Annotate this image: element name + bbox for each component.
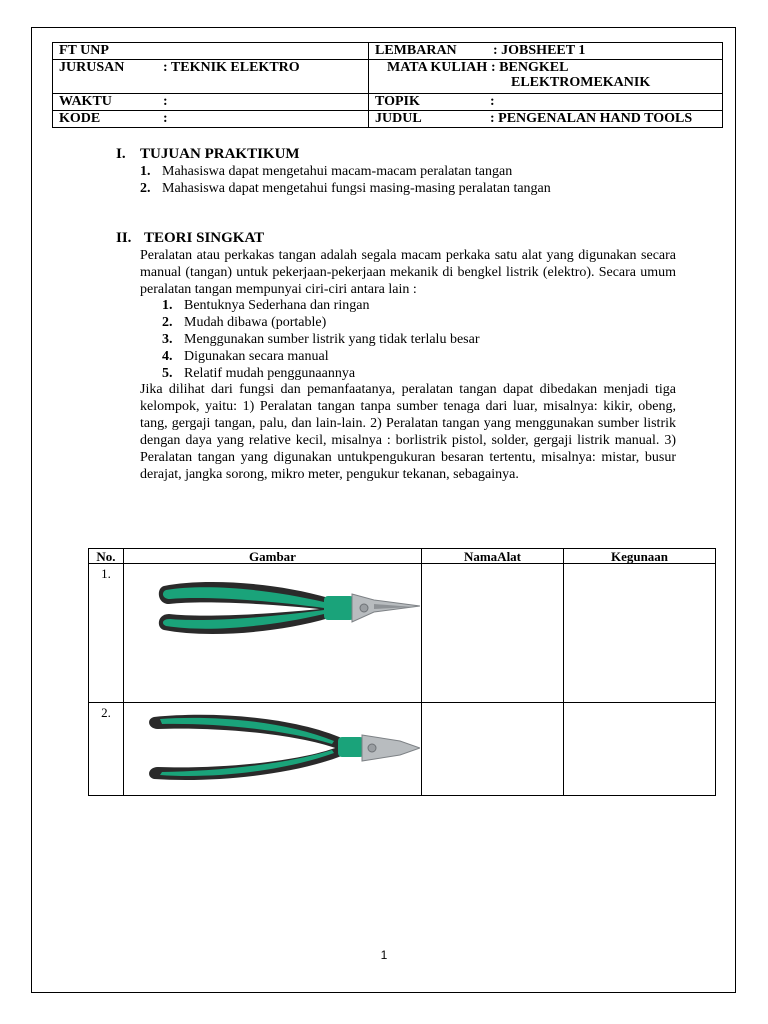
header-institution: FT UNP bbox=[53, 43, 369, 60]
section-teori-title: II. TEORI SINGKAT bbox=[116, 230, 265, 246]
header-jurusan: JURUSAN : TEKNIK ELEKTRO bbox=[53, 60, 369, 94]
list-item: 3. Menggunakan sumber listrik yang tidak terlalu besar bbox=[162, 332, 480, 347]
table-header-row bbox=[89, 549, 716, 564]
list-item: 2. Mahasiswa dapat mengetahui fungsi masing-masing peralatan tangan bbox=[140, 181, 551, 196]
list-item: 1. Bentuknya Sederhana dan ringan bbox=[162, 298, 370, 313]
tools-table bbox=[88, 548, 716, 796]
list-item: 1. Mahasiswa dapat mengetahui macam-macam peralatan tangan bbox=[140, 164, 513, 179]
header-judul: JUDUL : PENGENALAN HAND TOOLS bbox=[369, 111, 723, 128]
row-number: 1. bbox=[89, 564, 124, 703]
table-row bbox=[89, 564, 716, 703]
page-number: 1 bbox=[380, 948, 388, 962]
col-header-no: No. bbox=[89, 549, 124, 564]
tujuan-list bbox=[140, 163, 700, 197]
row-image-cell bbox=[124, 703, 422, 796]
header-table bbox=[52, 42, 723, 128]
teori-intro: Peralatan atau perkakas tangan adalah segala macam perkaka satu alat yang digunakan secara manual (tangan) untuk pekerjaan-pekerjaan mekanik di bengkel listrik (elektro). Secara umum peralatan tangan mempunyai ciri-ciri antara lain : bbox=[140, 248, 676, 297]
combination-pliers-image bbox=[124, 564, 420, 698]
row-nama-alat bbox=[422, 564, 564, 703]
ciri-list bbox=[162, 297, 682, 382]
row-kegunaan bbox=[564, 703, 716, 796]
header-kode: KODE : bbox=[53, 111, 369, 128]
row-kegunaan bbox=[564, 564, 716, 703]
diagonal-cutter-pliers-image bbox=[124, 703, 420, 791]
list-item: 4. Digunakan secara manual bbox=[162, 349, 329, 364]
list-item: 2. Mudah dibawa (portable) bbox=[162, 315, 327, 330]
table-row bbox=[89, 703, 716, 796]
row-nama-alat bbox=[422, 703, 564, 796]
col-header-gambar: Gambar bbox=[124, 549, 422, 564]
row-number: 2. bbox=[89, 703, 124, 796]
header-lembaran: LEMBARAN : JOBSHEET 1 bbox=[369, 43, 723, 60]
teori-body: Jika dilihat dari fungsi dan pemanfaatanya, peralatan tangan dapat dibedakan menjadi tiga kelompok, yaitu: 1) Peralatan tangan tanpa sumber tenaga dari luar, misalnya: kikir, obeng, tang, gergaji tangan, palu, dan lain-lain. 2) Peralatan tangan yang menggunakan sumber listrik dengan daya yang relative kecil, misalnya : borlistrik pistol, solder, gergaji listrik manual. 3) Peralatan tangan yang digunakan untukpengukuran besaran tertentu, misalnya: mistar, busur derajat, jangka sorong, mikro meter, pengukur tekanan, sebagainya. bbox=[140, 382, 676, 482]
row-image-cell bbox=[124, 564, 422, 703]
col-header-kegunaan: Kegunaan bbox=[564, 549, 716, 564]
list-item: 5. Relatif mudah penggunaannya bbox=[162, 366, 356, 381]
header-topik: TOPIK : bbox=[369, 94, 723, 111]
col-header-nama: NamaAlat bbox=[422, 549, 564, 564]
header-matakuliah: MATA KULIAH : BENGKEL ELEKTROMEKANIK bbox=[369, 60, 723, 94]
header-waktu: WAKTU : bbox=[53, 94, 369, 111]
section-tujuan-title: I. TUJUAN PRAKTIKUM bbox=[116, 146, 300, 162]
